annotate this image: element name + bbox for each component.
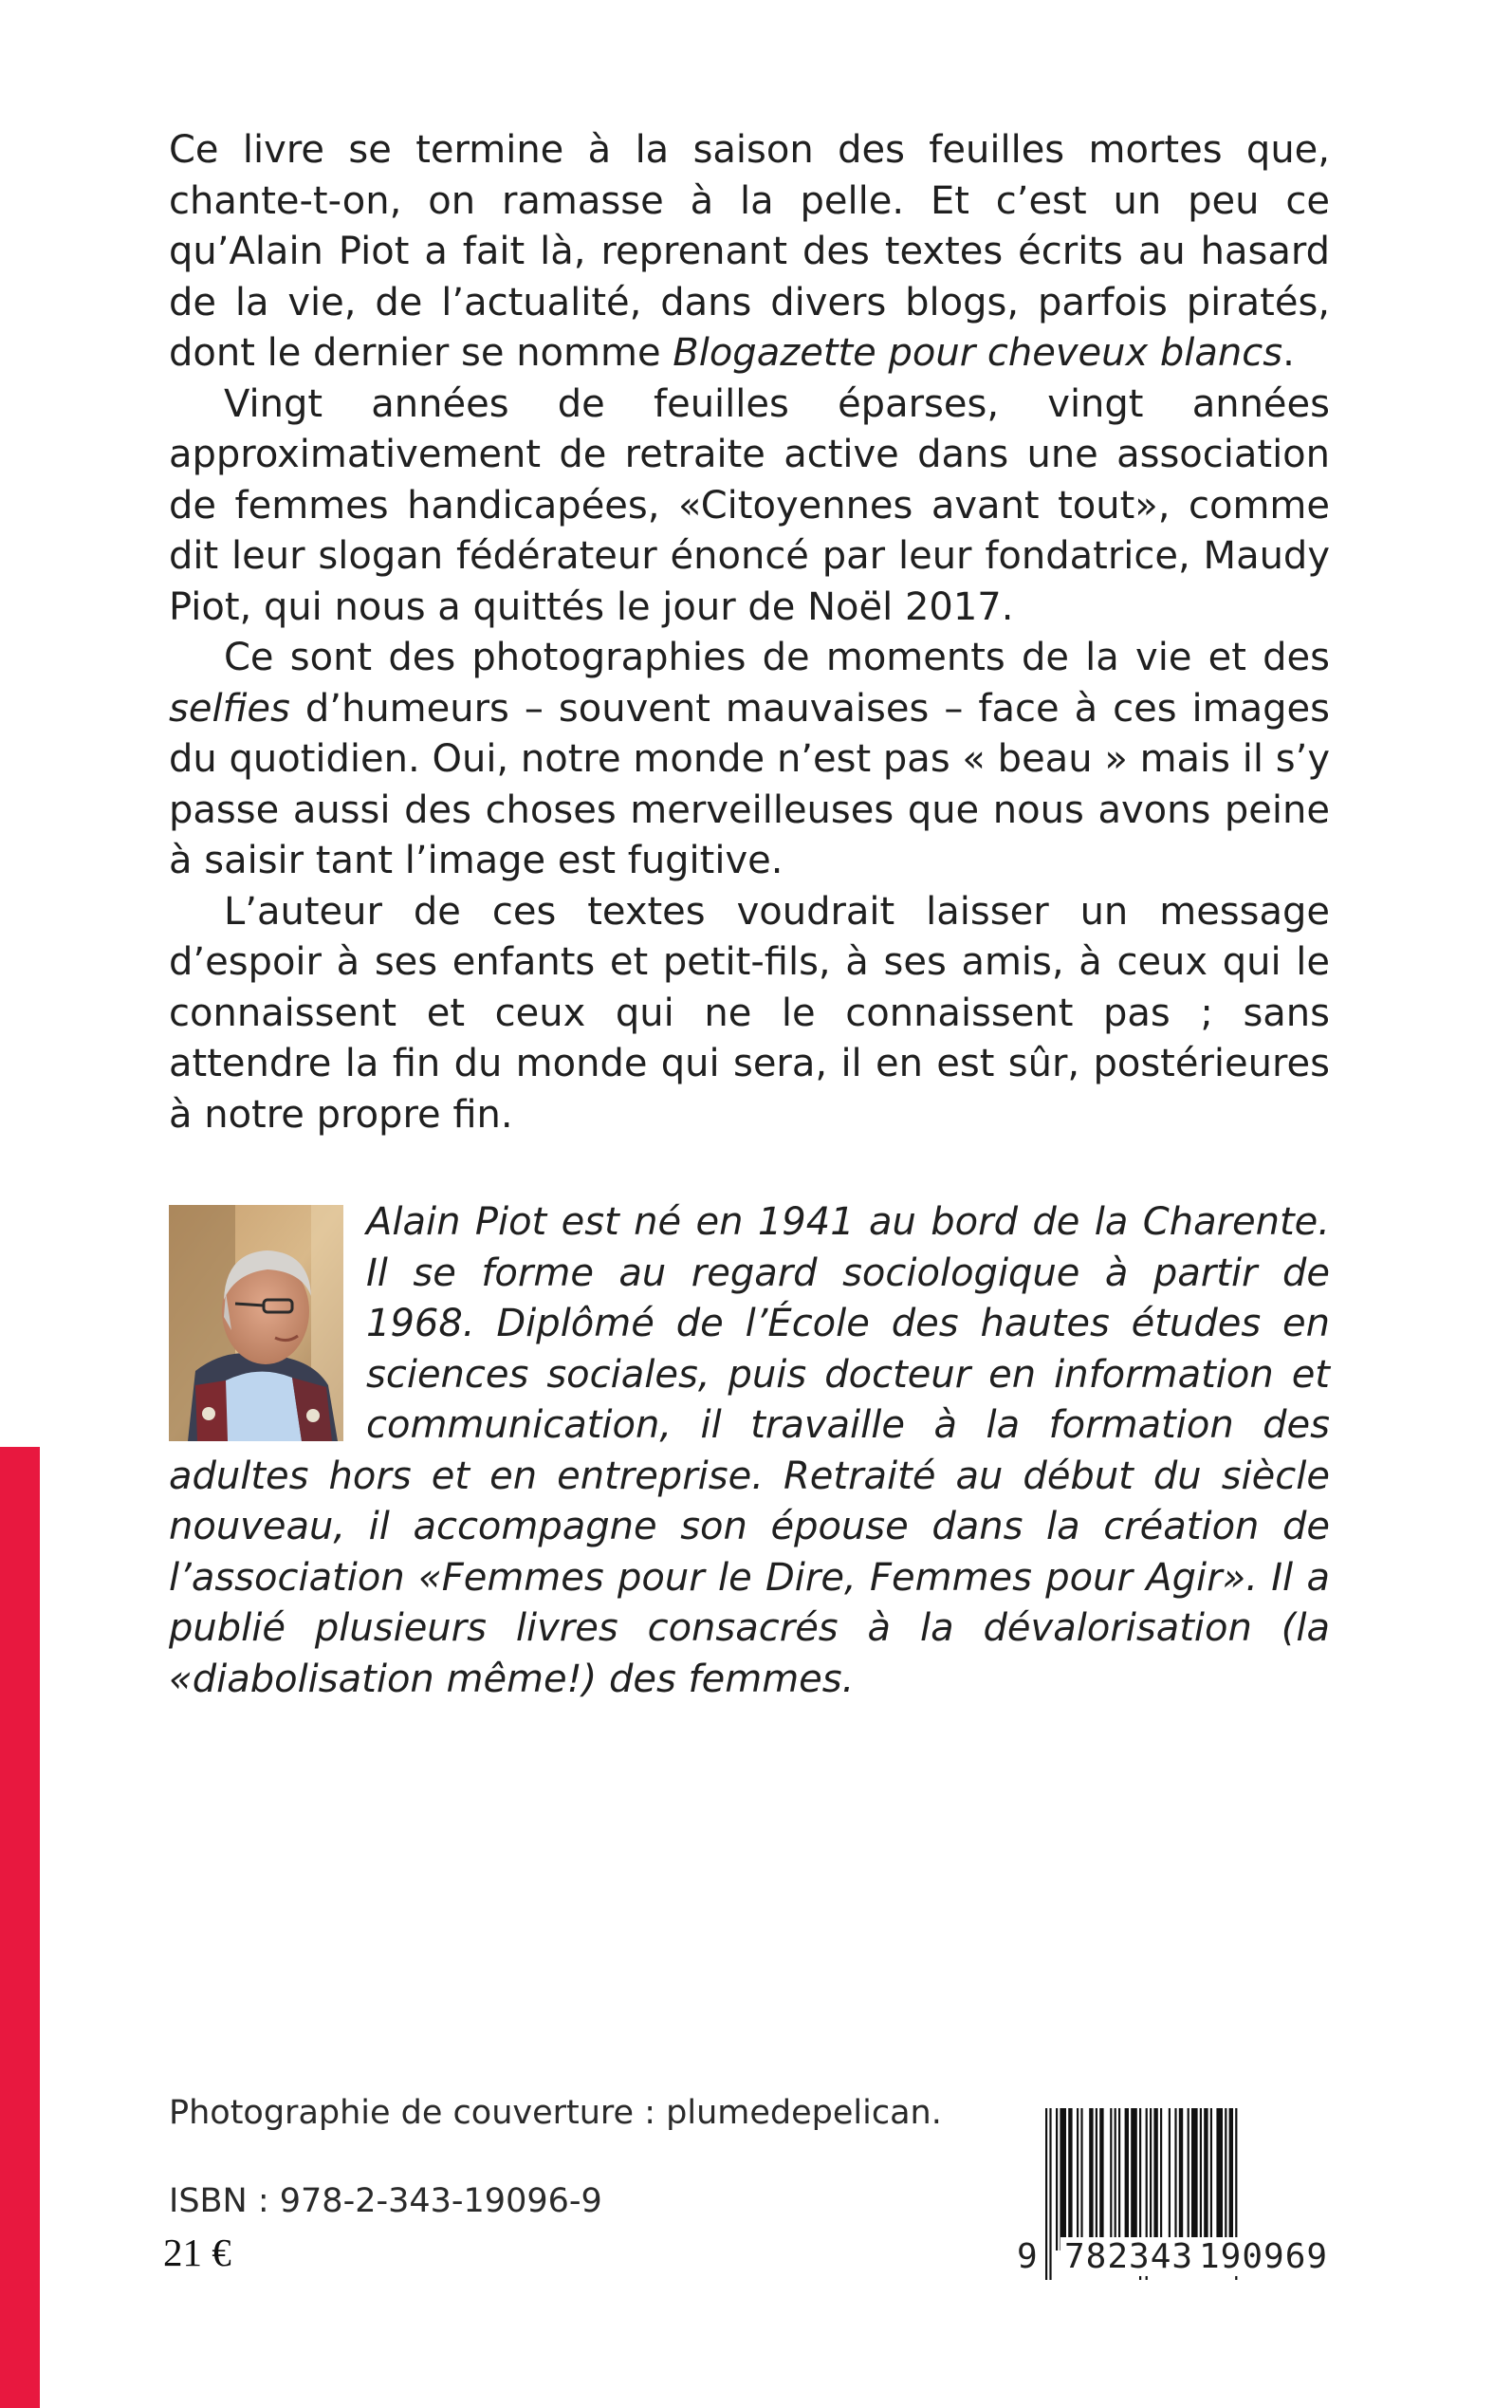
barcode-bar [1216,2108,1223,2251]
barcode-first-digit: 9 [1017,2237,1039,2276]
barcode-bar [1077,2108,1079,2251]
barcode-bar [1045,2108,1047,2280]
barcode-bar [1110,2108,1112,2251]
back-cover-blurb [169,125,1330,1140]
cover-photo-credit: Photographie de couverture : plumedepelican. [169,2094,942,2132]
isbn-text: ISBN : 978-2-343-19096-9 [169,2182,602,2220]
barcode-bar [1115,2108,1116,2251]
barcode-bar [1060,2108,1066,2251]
barcode-bar [1229,2108,1233,2251]
barcode-bar [1131,2108,1137,2251]
barcode-bar [1174,2108,1176,2251]
author-portrait [169,1205,343,1441]
barcode-bar [1099,2108,1103,2251]
blog-title: Blogazette pour cheveux blancs [673,331,1283,375]
blurb-paragraph-1: Ce livre se termine à la saison des feuilles mortes que, chante-t-on, on ramasse à la pelle. Et c’est un peu ce qu’Alain Piot a fait là, reprenant des textes écrits au hasard de la vie, de l’actualité, dans divers blogs, parfois piratés, dont le dernier se nomme Blogazette pour cheveux blancs. [169,128,1330,375]
blurb-paragraph-2: Vingt années de feuilles éparses, vingt années approximativement de retraite active dans une association de femmes handicapées, «Citoyennes avant tout», comme dit leur slogan fédérateur énoncé par leur fondatrice, Maudy Piot, qui nous a quittés le jour de Noël 2017. [169,381,1330,629]
barcode-bar [1225,2108,1226,2251]
barcode-bar [1080,2108,1082,2251]
barcode-group-1: 782343 [1060,2237,1197,2276]
barcode-bar [1118,2108,1120,2251]
barcode-bar [1200,2108,1202,2251]
barcode-bar [1160,2108,1162,2251]
barcode-bar [1056,2108,1058,2251]
barcode-bar [1125,2108,1129,2251]
barcode-bar [1096,2108,1097,2251]
selfies-word: selfies [169,686,290,731]
barcode-bar [1210,2108,1212,2251]
barcode-bar [1204,2108,1208,2251]
barcode-bar [1049,2108,1051,2280]
barcode-bar [1153,2108,1157,2251]
barcode-bar [1089,2108,1093,2251]
barcode-bar [1068,2108,1072,2251]
barcode-bar [1169,2108,1171,2251]
blurb-paragraph-4: L’auteur de ces textes voudrait laisser un message d’espoir à ses enfants et petit-fils, à ses amis, à ceux qui le connaissent et ceux qui ne le connaissent pas ; sans attendre la fin du monde qui sera, il en est sûr, postérieures à notre propre fin. [169,889,1330,1137]
barcode-bar [1179,2108,1183,2251]
barcode-bar [1188,2108,1189,2251]
barcode-bar [1191,2108,1198,2251]
author-name: Alain Piot [366,1200,547,1244]
red-accent-bar [0,1447,40,2408]
blurb-paragraph-3: Ce sont des photographies de moments de la vie et des selfies d’humeurs – souvent mauvaises – face à ces images du quotidien. Oui, notre monde n’est pas « beau » mais il s’y passe aussi des choses merveilleuses que nous avons peine à saisir tant l’image est fugitive. [169,636,1330,882]
barcode-bar [1150,2108,1152,2251]
barcode-group-2: 190969 [1195,2237,1332,2276]
price: 21 € [163,2231,231,2274]
author-bio [169,1197,1330,1705]
bio-text: est né en 1941 au bord de la Charente. Il se forme au regard sociologique à partir de 1968. Diplômé de l’École des hautes études en sciences sociales, puis docteur en information et communication, il travaille à la formation des adultes hors et en entreprise. Retraité au début du siècle nouveau, il accompagne son épouse dans la création de l’association «Femmes pour le Dire, Femmes pour Agir». Il a publié plusieurs livres consacrés à la dévalorisation (la «diabolisation même!) des femmes. [169,1200,1330,1701]
